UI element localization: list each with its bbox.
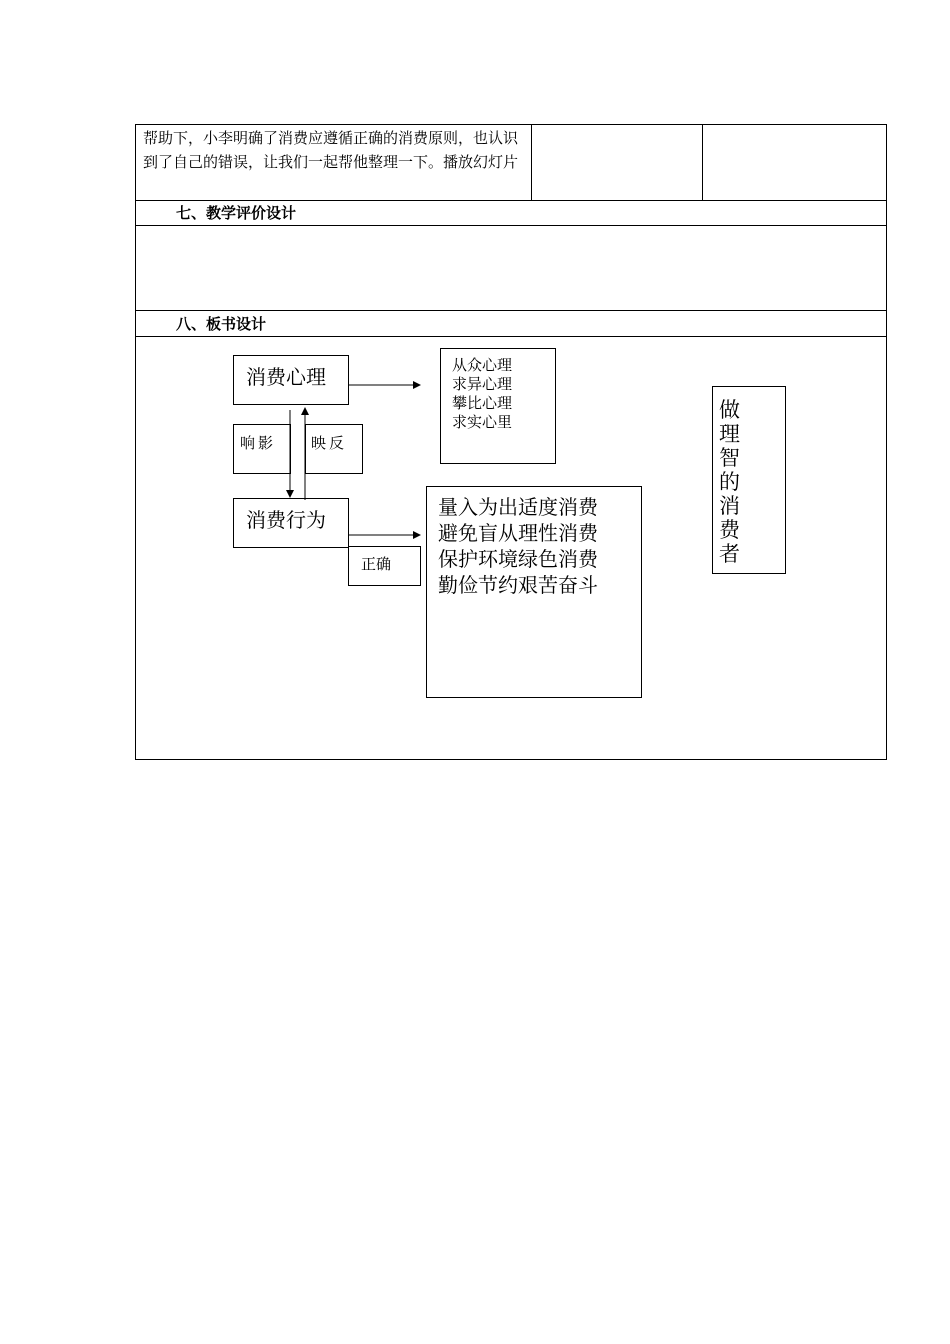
behavior-box-label: 消费行为	[246, 508, 326, 532]
conclusion-label: 做理智的消费者	[719, 398, 740, 566]
reflect-label: 映反	[311, 434, 348, 452]
influence-label: 响影	[240, 434, 277, 452]
psychology-box-label: 消费心理	[246, 365, 326, 389]
correct-label: 正确	[361, 555, 392, 573]
section-8-title: 八、板书设计	[176, 315, 267, 333]
lesson-step-text: 帮助下，小李明确了消费应遵循正确的消费原则，也认识到了自己的错误，让我们一起帮他整理一下。播放幻灯片	[143, 129, 519, 171]
section-7-title: 七、教学评价设计	[176, 204, 297, 222]
psychology-types-list: 从众心理 求异心理 攀比心理 求实心里	[452, 356, 513, 431]
principles-list: 量入为出适度消费 避免盲从理性消费 保护环境绿色消费 勤俭节约艰苦奋斗	[438, 495, 598, 597]
